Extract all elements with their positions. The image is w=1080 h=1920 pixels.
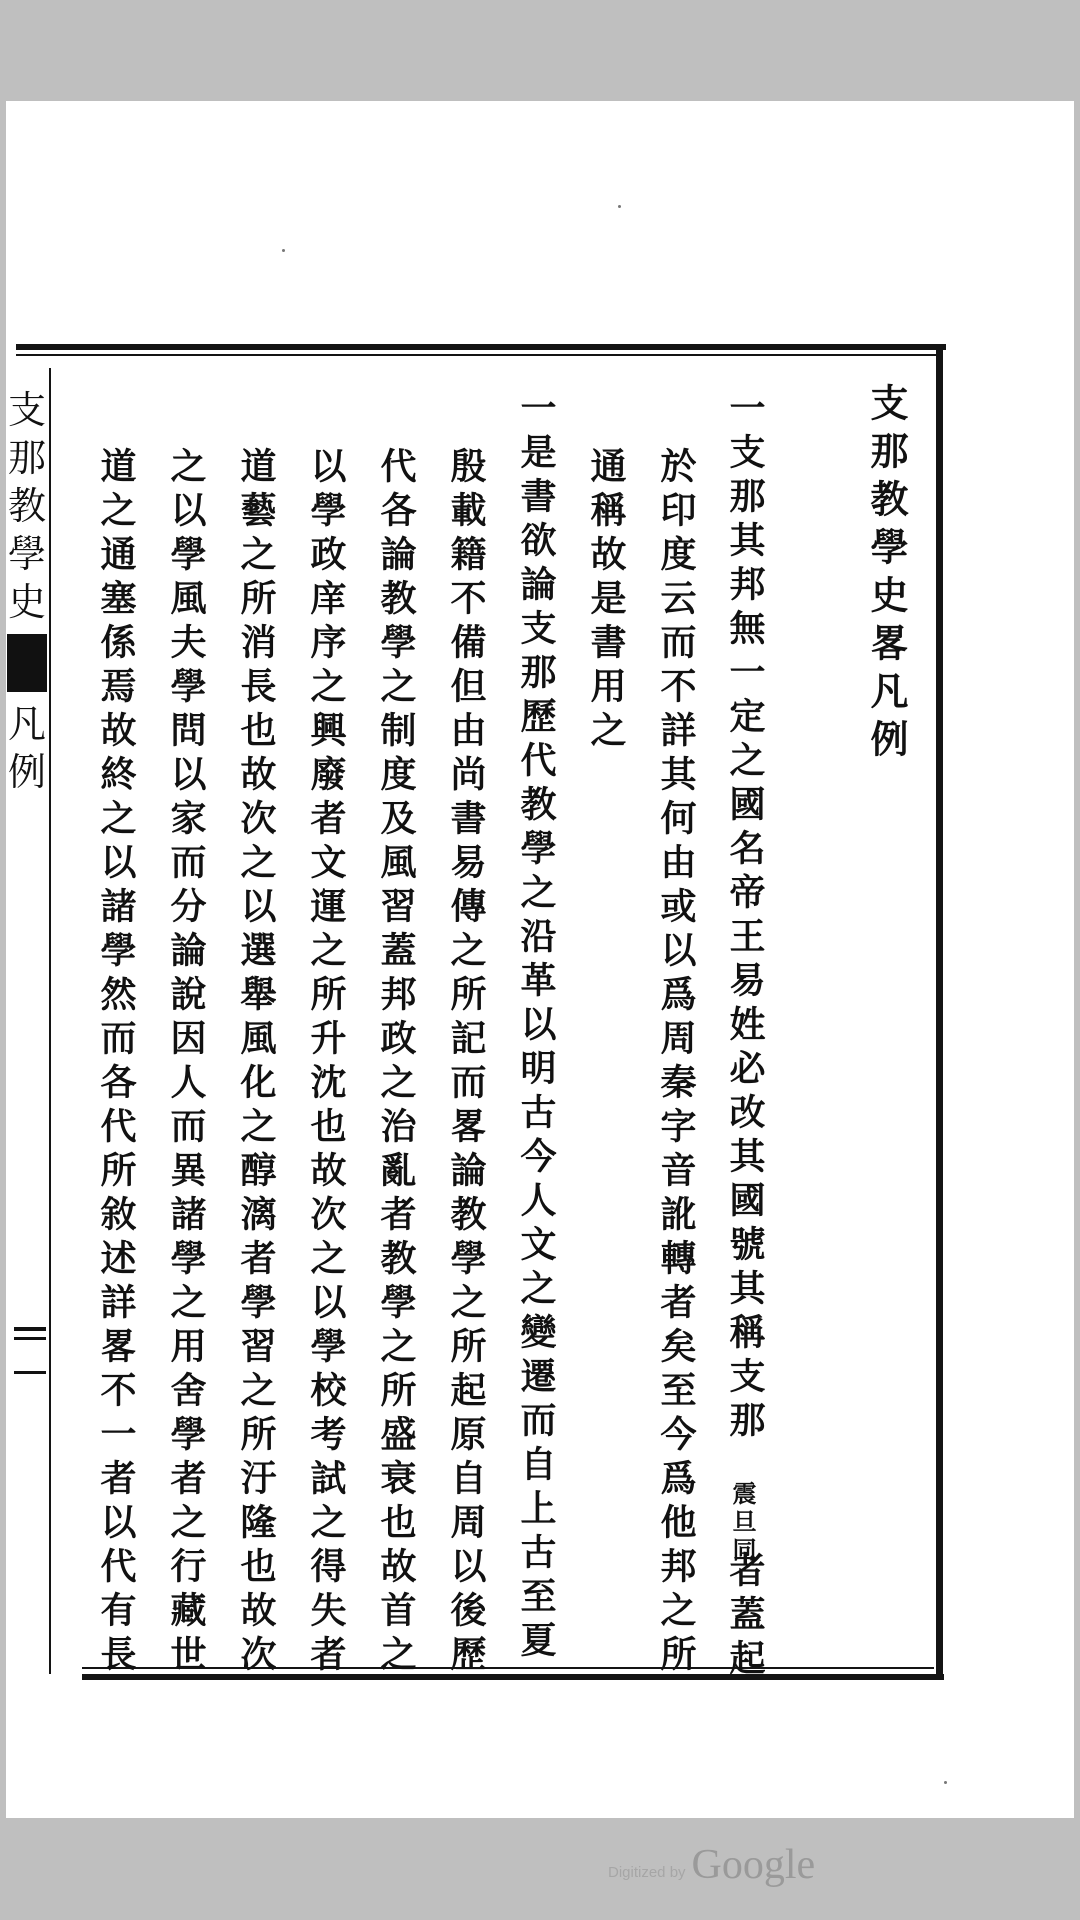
text-column: 代各論教學之制度及風習蓋邦政之治亂者教學之所盛衰也故首之 <box>375 447 417 1679</box>
inline-note: 震旦同 <box>728 1481 757 1565</box>
frame-top-thin-rule <box>16 354 936 356</box>
frame-top-rule <box>16 344 946 350</box>
frame-bottom-rule <box>82 1674 944 1680</box>
google-logo: Google <box>691 1842 816 1888</box>
text-column: 通稱故是書用之 <box>585 447 627 755</box>
spine-rule-mark <box>14 1337 46 1340</box>
text-column: 之以學風夫學問以家而分論說因人而異諸學之用舍學者之行藏世 <box>165 447 207 1679</box>
spine-char: 那 <box>7 436 46 480</box>
frame-bottom-thin-rule <box>82 1667 934 1669</box>
text-column: 一是書欲論支那歷代教學之沿革以明古今人文之變遷而自上古至夏 <box>515 389 557 1665</box>
spine-fishtail-mark <box>7 634 47 692</box>
text-column: 道之通塞係焉故終之以諸學然而各代所敘述詳畧不一者以代有長 <box>95 447 137 1679</box>
page-title: 支那教學史畧凡例 <box>864 383 909 767</box>
text-column <box>723 389 767 1445</box>
text-column-tail: 者蓋起 <box>724 1551 766 1683</box>
folio-number <box>14 1371 46 1374</box>
text-column: 殷載籍不備但由尚書易傳之所記而畧論教學之所起原自周以後歷 <box>445 447 487 1679</box>
spine-rule-mark <box>14 1327 46 1331</box>
spine-title <box>6 386 48 796</box>
text-column: 於印度云而不詳其何由或以爲周秦字音訛轉者矣至今爲他邦之所 <box>655 447 697 1679</box>
digitized-by-label: Digitized by <box>608 1864 686 1881</box>
scanned-page <box>6 101 1074 1888</box>
frame-right-rule <box>936 348 943 1680</box>
spine-char: 例 <box>7 750 46 794</box>
spine-char: 教 <box>7 484 46 528</box>
text-column: 以學政庠序之興廢者文運之所升沈也故次之以學校考試之得失者 <box>305 447 347 1679</box>
spine-char: 支 <box>7 388 46 432</box>
frame-inner-left-rule <box>49 368 51 1674</box>
text-column-main: 一支那其邦無一定之國名帝王易姓必改其國號其稱支那 <box>724 389 766 1445</box>
scan-speck <box>282 249 285 252</box>
text-column: 道藝之所消長也故次之以選舉風化之醇漓者學習之所汙隆也故次 <box>235 447 277 1679</box>
spine-char: 史 <box>7 580 46 624</box>
spine-char: 學 <box>7 532 46 576</box>
scan-speck <box>618 205 621 208</box>
google-digitized-watermark <box>608 1841 815 1889</box>
spine-char: 凡 <box>7 702 46 746</box>
scan-speck <box>944 1781 947 1784</box>
